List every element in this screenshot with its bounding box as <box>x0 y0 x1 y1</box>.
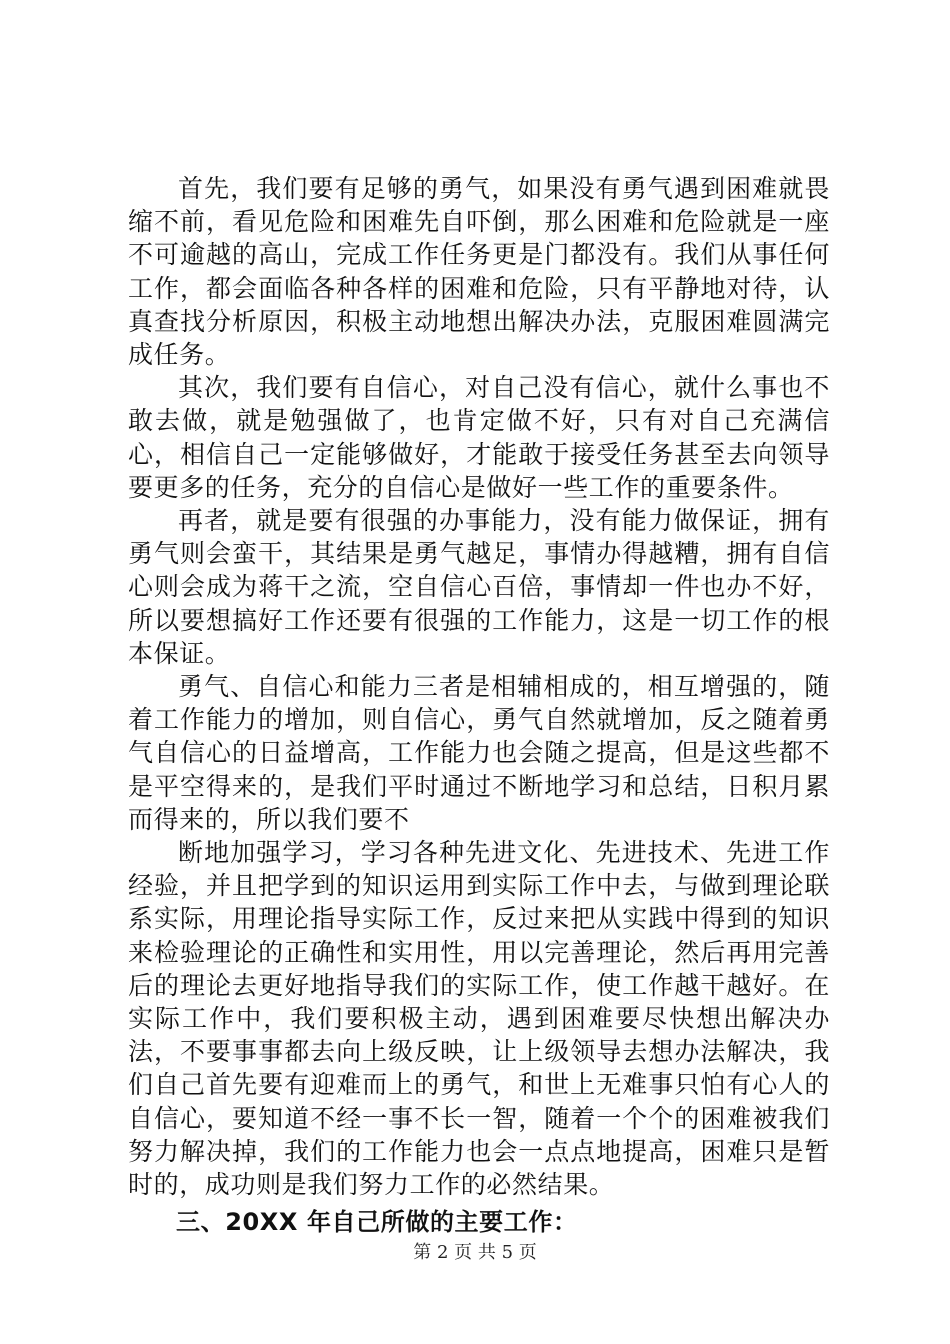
section-heading: 三、20XX 年自己所做的主要工作： <box>176 1208 578 1237</box>
page-footer: 第 2 页 共 5 页 <box>413 1242 537 1263</box>
paragraph-confidence: 其次，我们要有自信心，对自己没有信心，就什么事也不敢去做，就是勉强做了，也肯定做不好，只有对自己充满信心，相信自己一定能够做好，才能敢于接受任务甚至去向领导要更多的任务，充分的自信心是做好一些工作的重要条件。 <box>128 373 830 502</box>
paragraph-learning: 断地加强学习，学习各种先进文化、先进技术、先进工作经验，并且把学到的知识运用到实际工作中去，与做到理论联系实际，用理论指导实际工作，反过来把从实践中得到的知识来检验理论的正确性和实用性，用以完善理论，然后再用完善后的理论去更好地指导我们的实际工作，使工作越干越好。在实际工作中，我们要积极主动，遇到困难要尽快想出解决办法，不要事事都去向上级反映，让上级领导去想办法解决，我们自己首先要有迎难而上的勇气，和世上无难事只怕有心人的自信心，要知道不经一事不长一智，随着一个个的困难被我们努力解决掉，我们的工作能力也会一点点地提高，困难只是暂时的，成功则是我们努力工作的必然结果。 <box>128 838 830 1200</box>
paragraph-courage: 首先，我们要有足够的勇气，如果没有勇气遇到困难就畏缩不前，看见危险和困难先自吓倒，那么困难和危险就是一座不可逾越的高山，完成工作任务更是门都没有。我们从事任何工作，都会面临各种各样的困难和危险，只有平静地对待，认真查找分析原因，积极主动地想出解决办法，克服困难圆满完成任务。 <box>128 174 830 370</box>
document-body <box>128 172 830 1241</box>
paragraph-ability: 再者，就是要有很强的办事能力，没有能力做保证，拥有勇气则会蛮干，其结果是勇气越足，事情办得越糟，拥有自信心则会成为蒋干之流，空自信心百倍，事情却一件也办不好，所以要想搞好工作还要有很强的工作能力，这是一切工作的根本保证。 <box>128 506 830 668</box>
paragraph-mutual-reinforcement: 勇气、自信心和能力三者是相辅相成的，相互增强的，随着工作能力的增加，则自信心，勇气自然就增加，反之随着勇气自信心的日益增高，工作能力也会随之提高，但是这些都不是平空得来的，是我们平时通过不断地学习和总结，日积月累而得来的，所以我们要不 <box>128 672 830 834</box>
